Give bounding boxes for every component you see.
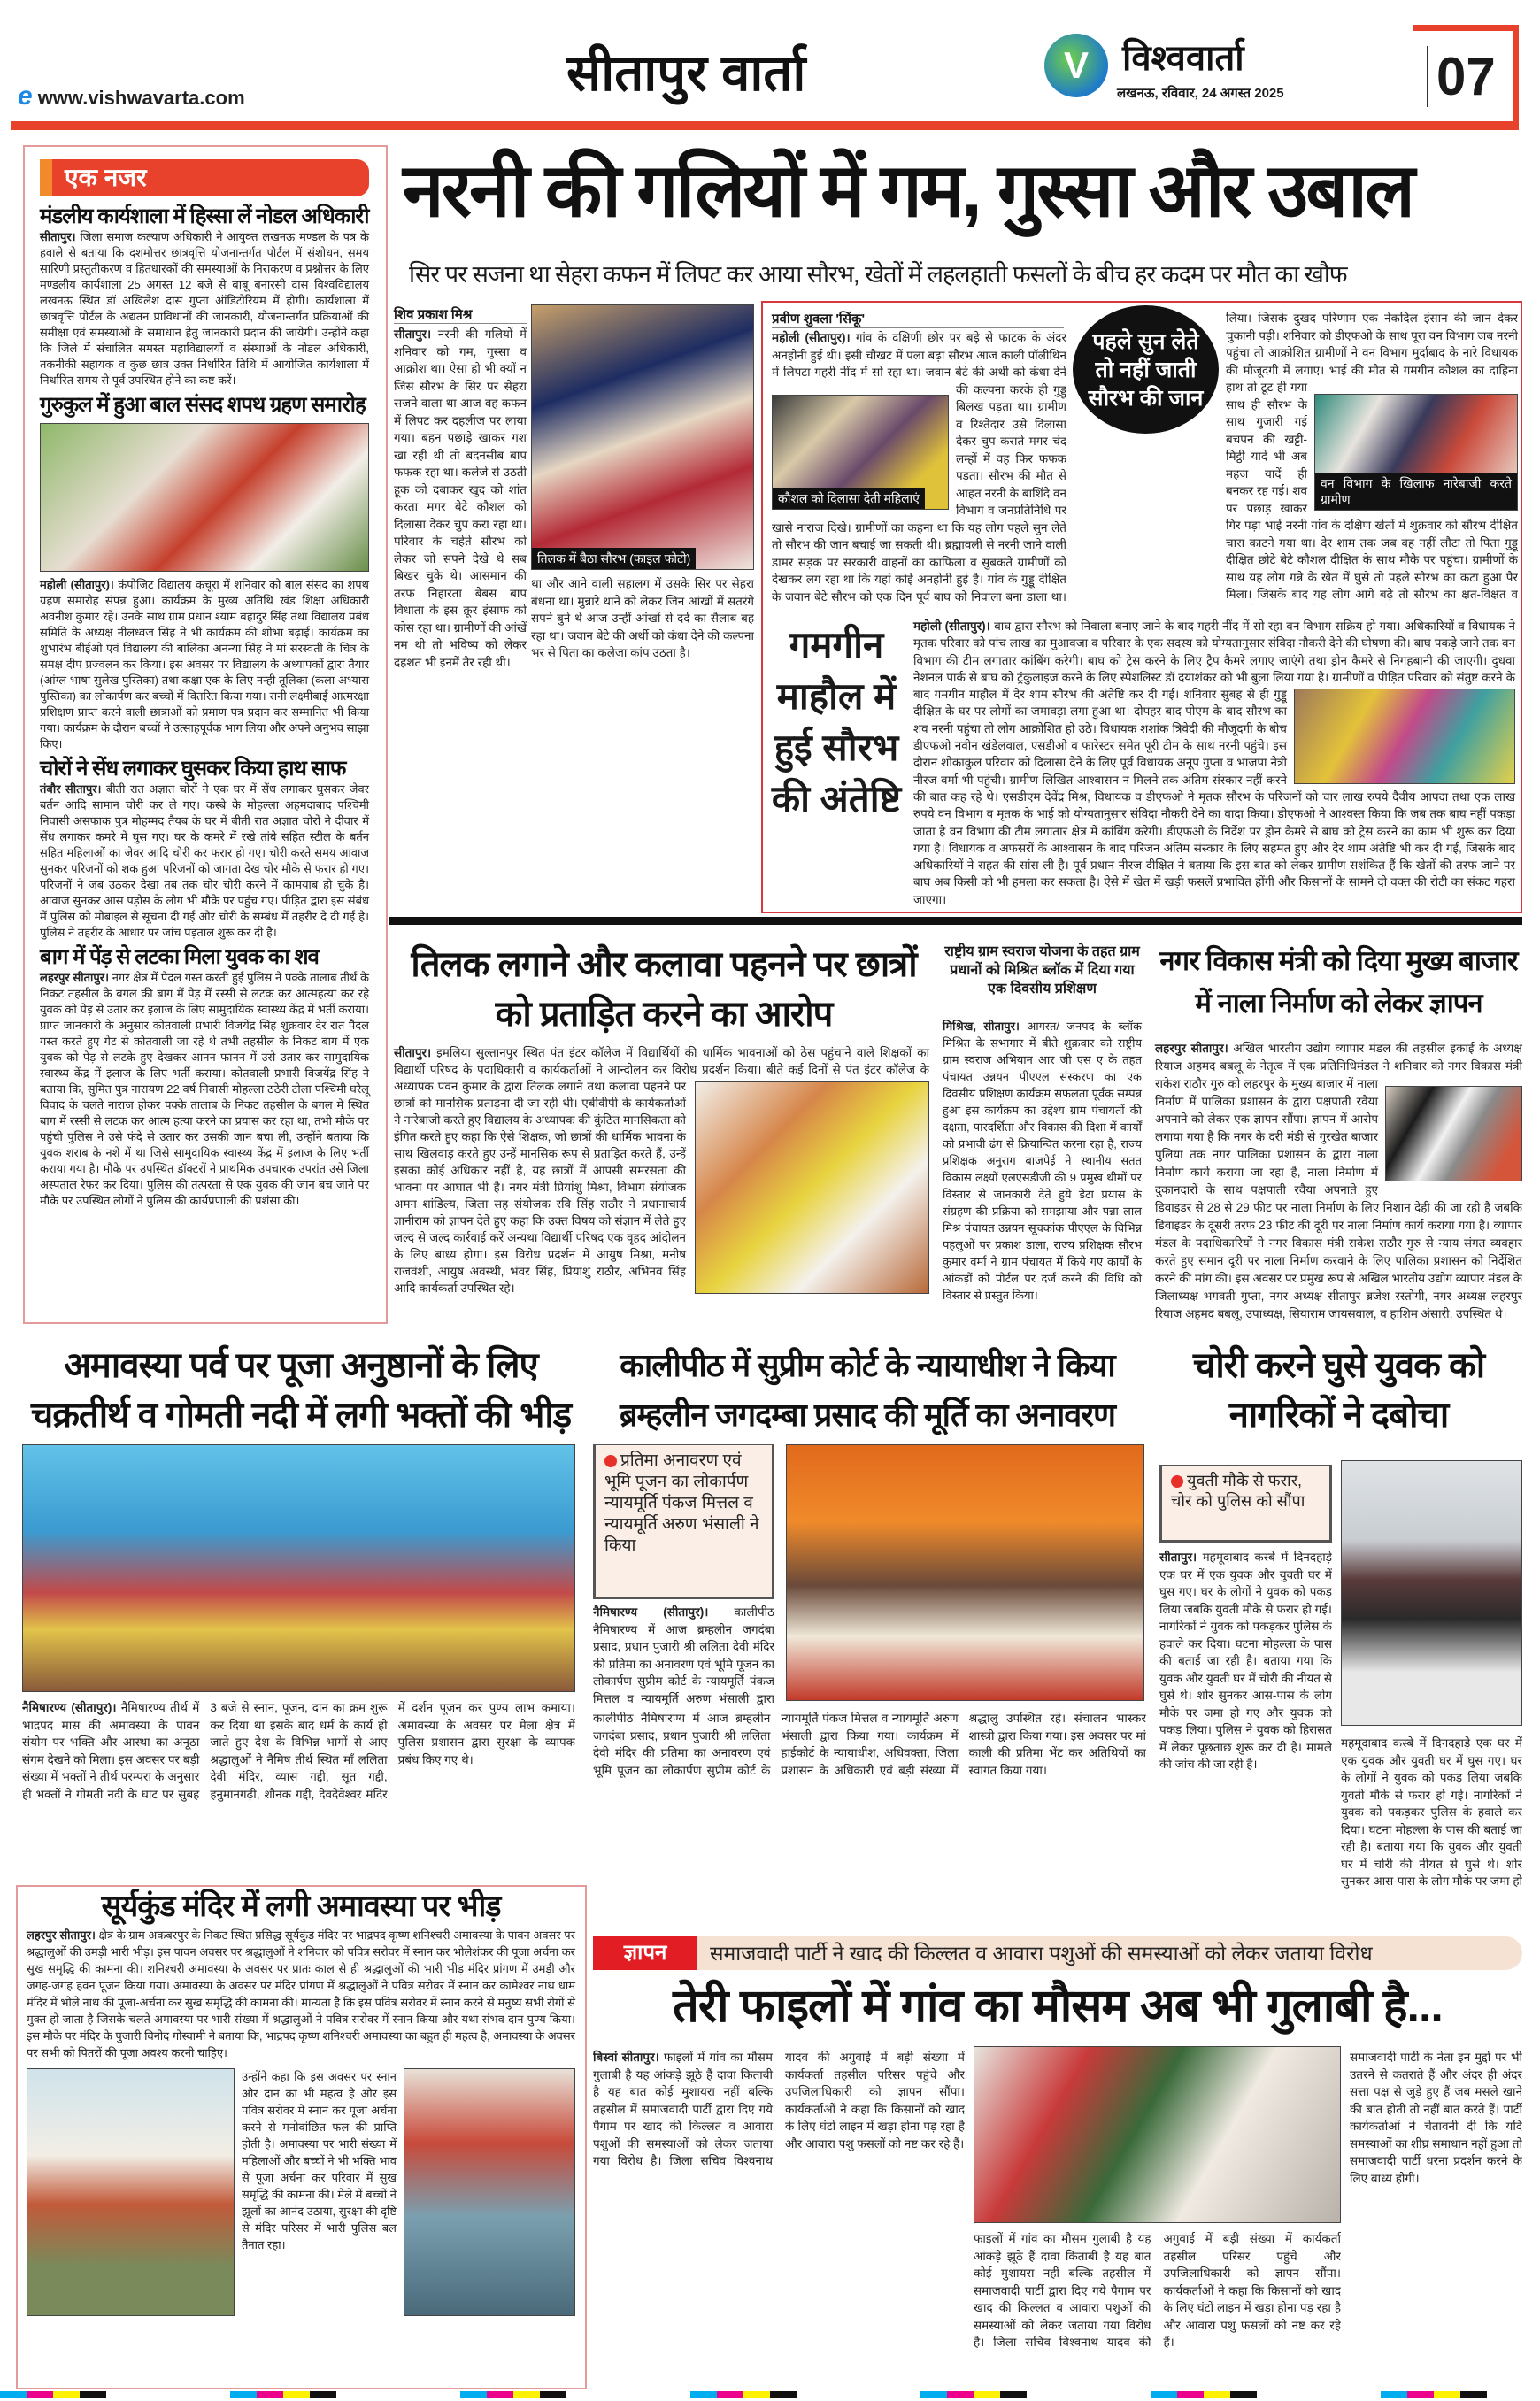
- kalipith-headline: कालीपीठ में सुप्रीम कोर्ट के न्यायाधीश ने किया ब्रम्हलीन जगदम्बा प्रसाद की मूर्ति का अनावरण: [619, 1347, 1116, 1433]
- villagers-protest-photo: [1314, 394, 1518, 511]
- story-body: लहरपुर सीतापुर। नगर क्षेत्र में पैदल गस्त करती हुई पुलिस ने पक्के तालाब तीर्थ के निकट तहसील के बगल की बाग में पेड़ में रस्सी से लटक कर आत्महत्या कर रहे युवक को पेड़ से उतार कर इलाज के लिए सामुदायिक स्वास्थ्य केंद्र में भर्ती कराया। प्राप्त जानकारी के अनुसार कोतवाली प्रभारी विजयेंद्र सिंह शुक्रवार देर रात पैदल गस्त करते हुए गेट से कोतवाली जा रहे थे तभी तहसील के निकट बाग में एक युवक को पेड़ से लटके हुए देखकर आनन फानन में उसे उतार कर सामुदायिक स्वास्थ्य केंद्र में इलाज के लिए भर्ती कराया। कोतवाली प्रभारी विजयेंद्र सिंह ने बताया कि, सुमित पुत्र नारायण 22 वर्ष निवासी मोहल्ला ठठेरी टोला पश्चिमी घरेलू विवाद के चलते नाराज होकर पक्के तालाब के निकट तहसील के बगल मे स्थित बाग में रस्सी से लटक कर आत्म हत्या करने का प्रयास कर रहा था, तभी मौके पर पहुंची पुलिस ने उसे फंदे से उतार कर उसकी जान बचा ली, उन्होंने बताया कि युवक शराब के नशे में था जिसे सामुदायिक स्वास्थ्य केंद्र में इलाज के लिए भर्ती कराया गया है। मौके पर उपस्थित डॉक्टरों ने प्राथमिक उपचारक उपरांत उसे जिला अस्पताल रेफर कर दिया। पुलिस की तत्परता से एक युवक की जान बच जाने पर मौके पर उपस्थित लोगों ने पुलिस की कार्यप्रणाली की प्रशंसा की।: [40, 970, 369, 1207]
- side-body-continued: वन विभाग के खिलाफ नारेबाजी करते ग्रामीण लिया। जिसके दुखद परिणाम एक नेकदिल इंसान की जान देकर चुकानी पड़ी। शनिवार को डीएफओ के साथ पूरा वन विभाग जब नरनी पहुंचा तो आक्रोशित ग्रामीणों ने वन विभाग मुर्दाबाद के नारे विधायक की मौजूदगी में लगाए। भाई की मौत से गमगीन कौशल का दाहिना हाथ तो टूट ही गया साथ ही सौरभ के साथ गुजारी गई बचपन की खट्टी-मिट्ठी यादें भी अब महज यादें ही बनकर रह गईं। शव पर पछाड़ खाकर गिर पड़ा भाई नरनी गांव के दक्षिण खेतों में शुक्रवार को सौरभ दीक्षित चारा काटने गया था। देर शाम तक जब वह नहीं लौटा तो पिता गुड्डू दीक्षित छोटे बेटे कौशल दीक्षित के साथ मौके पर पहुंचा। ग्रामीणों के साथ यह लोग गन्ने के खेत में घुसे तो पहले सौरभ का कटा हुआ पैर मिला। जिसके बाद यह लोग आगे बढ़े तो सौरभ का क्षत-विक्षत व: [1226, 312, 1518, 601]
- amavasya-headline: अमावस्या पर्व पर पूजा अनुष्ठानों के लिए चक्रतीर्थ व गोमती नदी में लगी भक्तों की भीड़: [30, 1346, 572, 1435]
- story-headline: बाग में पेंड़ से लटका मिला युवक का शव: [40, 944, 319, 969]
- side-body: कौशल को दिलासा देती महिलाएं महोली (सीतापुर)। गांव के दक्षिणी छोर पर बड़े से फाटक के अंदर अनहोनी हुई थी। इसी चौखट में पला बढ़ा सौरभ आज काली पॉलीथिन में लिपटा गहरी नींद में सो रहा था। जवान बेटे की अर्थी को कंधा देने की कल्पना करके ही गुड्डू बिलख पड़ता था। ग्रामीण व रिश्तेदार उसे दिलासा देकर चुप कराते मगर चंद लम्हों में वह फिर फफक पड़ता। सौरभ की मौत से आहत नरनी के बाशिंदे वन विभाग व जनप्रतिनिधि पर खासे नाराज दिखे। ग्रामीणों का कहना था कि यह लोग पहले सुन लेते तो सौरभ की जान बचाई जा सकती थी। ब्रह्मावली से नरनी जाने वाली डामर सड़क पर सरकारी वाहनों का काफिला व सुबकते ग्रामीणों को देखकर लग रहा था कि यहां कोई अनहोनी हुई है। गांव के गुड्डू दीक्षित के जवान बेटे सौरभ को एक दिन पूर्व बाघ को निवाला बना डाला था।: [772, 331, 1066, 604]
- suryakund-photo-row: [27, 2068, 575, 2316]
- thief-body-continued: महमूदाबाद कस्बे में दिनदहाड़े एक घर में एक युवक और युवती घर में घुस गए। घर के लोगों ने युवक को पकड़ लिया जबकि युवती मौके से फरार हो गई। नागरिकों ने युवक को पकड़कर पुलिस के हवाले कर दिया। घटना मोहल्ला के पास की बताई जा रही है। बताया गया कि युवक और युवती घर में चोरी की नीयत से घुसे थे। शोर सुनकर आस-पास के लोग मौके पर जमा हो: [1341, 1736, 1522, 1888]
- kalipith-body: नैमिषारण्य (सीतापुर)। कालीपीठ नैमिषारण्य में आज ब्रम्हलीन जगदंबा प्रसाद, प्रधान पुजारी श्री ललिता देवी मंदिर की प्रतिमा का अनावरण एवं भूमि पूजन का लोकार्पण सुप्रीम कोर्ट के न्यायमूर्ति पंकज मित्तल व न्यायमूर्ति अरुण भंसाली द्वारा: [593, 1605, 774, 1705]
- section-divider: [389, 917, 1522, 925]
- photo-caption: वन विभाग के खिलाफ नारेबाजी करते ग्रामीण: [1315, 473, 1517, 510]
- protest-body: बिस्वां सीतापुर। फाइलों में गांव का मौसम गुलाबी है यह आंकड़े झूठे हैं दावा किताबी है यह बात कोई मुशायरा नहीं बल्कि तहसील में समाजवादी पार्टी द्वारा दिए गये पैगाम पर खाद की किल्लत व आवारा पशुओं की समस्याओं को लेकर जताया गया विरोध है। जिला सचिव विश्वनाथ यादव की अगुवाई में बड़ी संख्या में कार्यकर्ता तहसील परिसर पहुंचे और उपजिलाधिकारी को ज्ञापन सौंपा। कार्यकर्ताओं ने कहा कि किसानों को खाद के लिए घंटों लाइन में खड़ा होना पड़ रहा है और आवारा पशु फसलों को नष्ट कर रहे हैं।: [593, 2051, 965, 2167]
- pond-devotees-photo: [404, 2068, 575, 2316]
- statue-unveiling-photo: [786, 1444, 1144, 1701]
- print-registration-bar: [0, 2391, 1540, 2398]
- temple-photo: [27, 2068, 235, 2316]
- drain-body: लहरपुर सीतापुर। अखिल भारतीय उद्योग व्यापार मंडल की तहसील इकाई के अध्यक्ष रियाज अहमद बबलू के नेतृत्व में एक प्रतिनिधिमंडल ने शनिवार को नगर विकास मंत्री राकेश राठौर गुरु को लहरपुर के मुख्य बाजार में नाला निर्माण में पालिका प्रशासन के द्वारा पक्षपाती रवैया अपनाने को लेकर एक ज्ञापन सौंपा। ज्ञापन में आरोप लगाया गया है कि नगर के दरी मंडी से गुरखेत बाजार पुलिया तक नगर पालिका प्रशासन के द्वारा नाला निर्माण कार्य कराया जा रहा है, नाला निर्माण में दुकानदारों के साथ पक्षपाती रवैया अपनाते हुए डिवाइडर से 28 से 29 फीट पर नाला निर्माण के लिए निशान देही की जा रही है जबकि डिवाइडर के दूसरी तरफ 23 फीट की दूरी पर नाला निर्माण कार्य कराया गया है। व्यापार मंडल के पदाधिकारियों ने नगर विकास मंत्री राकेश राठौर गुरु से न्याय संगत व्यवहार करते हुए समान दूरी पर नाला निर्माण करवाने के लिए पालिका प्रशासन को निर्देशित करने की मांग की। इस अवसर पर प्रमुख रूप से अखिल भारतीय उद्योग व्यापार मंडल के जिलाध्यक्ष भगवती गुप्ता, नगर अध्यक्ष सीतापुर ब्रजेश रस्तोगी, नगर अध्यक्ष लहरपुर रियाज अहमद बबलू, उपाध्यक्ष, सियाराम जायसवाल, व हाशिम अंसारी, उपस्थित थे।: [1155, 1042, 1522, 1320]
- funeral-body: महोली (सीतापुर)। बाघ द्वारा सौरभ को निवाला बनाए जाने के बाद गहरी नींद में सो रहा वन विभाग सक्रिय हो गया। अधिकारियों व विधायक ने मृतक परिवार को पांच लाख का मुआवजा व परिवार के एक सदस्य को योग्यतानुसार संविदा नौकरी देने की घोषणा की। बाघ पकड़े जाने तक वन विभाग की टीम लगातार कांबिंग करेगी। बाघ को ट्रेस करने के लिए ट्रैप कैमरे लगाए जाएंगे तथा ड्रोन कैमरे से निगहबानी की जाएगी। दुधवा नेशनल पार्क से बाघ को ट्रंकुलाइज करने के लिए स्पेशलिस्ट डॉ दयाशंकर को भी बुला लिया गया है। ग्रामीणों व पीड़ित परिवार को संतुष्ट करने के बाद गमगीन माहौल में देर शाम सौरभ की अंतेष्टि कर दी गई। शनिवार सुबह से ही गुड्डू दीक्षित के घर पर लोगों का जमावड़ा लगा हुआ था। दोपहर बाद पीएम के बाद सौरभ का शव नरनी पहुंचा तो लोग आक्रोशित हो उठे। विधायक शशांक त्रिवेदी की मौजूदगी के बीच डीएफओ नवीन खंडेलवाल, एसडीओ व फारेस्टर समेत पूरी टीम के साथ नरनी पहुंचे। इस दौरान शोकाकुल परिवार को दिलासा देने के लिए पूर्व विधायक अनूप गुप्ता व भाजपा नेत्री नीरज वर्मा भी पहुंची। ग्रामीण लिखित आश्वासन न मिलने तक अंतिम संस्कार नहीं करने की बात कह रहे थे। एसडीएम देवेंद्र मिश्र, विधायक व डीएफओ ने मृतक सौरभ के परिजनों को चार लाख रुपये दैवीय आपदा तथा एक लाख रुपये वन विभाग व मृतक के भाई को योग्यतानुसार संविदा नौकरी देने का वादा किया। डीएफओ ने आश्वस्त किया कि जब तक बाघ नहीं पकड़ा जाता है वन विभाग की टीम लगातार क्षेत्र में कांबिंग करेगी। डीएफओ के निर्देश पर ड्रोन कैमरे से बाघ को ट्रेस करने का काम भी शुरू कर दिया गया है। विधायक व अफसरों के आश्वासन के बाद परिजन अंतिम संस्कार के लिए सहमत हुए और देर शाम अंतेष्टि भी कर दी गई, जिसके बाद अधिकारियों ने राहत की सांस ली है। पूर्व प्रधान नीरज दीक्षित ने बताया कि इस बात को लेकर ग्रामीण सशंकित हैं कि खेतों की तरफ जाने पर बाघ अब किसी को भी हमला कर सकता है। ऐसे में खेत में खड़ी फसलें प्रभावित होंगी और किसानों के सामने दो वक्त की रोटी का संकट गहरा जाएगा।: [913, 619, 1515, 906]
- thief-body: सीतापुर। महमूदाबाद कस्बे में दिनदहाड़े एक घर में एक युवक और युवती घर में घुस गए। घर के लोगों ने युवक को पकड़ लिया जबकि युवती मौके से फरार हो गई। नागरिकों ने युवक को पकड़कर पुलिस के हवाले कर दिया। घटना मोहल्ला के पास की बताई जा रही है। बताया गया कि युवक और युवती घर में चोरी की नीयत से घुसे थे। शोर सुनकर आस-पास के लोग मौके पर जमा हो गए और युवक को पकड़ लिया। पुलिस ने युवक को हिरासत में लेकर पूछताछ शुरू कर दी है। मामले की जांच की जा रही है।: [1159, 1551, 1332, 1771]
- lead-byline: शिव प्रकाश मिश्र: [394, 305, 527, 324]
- lead-subhead: सिर पर सजना था सेहरा कफन में लिपट कर आया सौरभ, खेतों में लहलहाती फसलों के बीच हर कदम पर मौत का खौफ: [409, 261, 1347, 288]
- lead-body: सीतापुर। नरनी की गलियों में शनिवार को गम, गुस्सा व आक्रोश था। ऐसा हो भी क्यों न जिस सौरभ के सिर पर सेहरा सजने वाला था आज वह कफन में लिपट कर दहलीज पर लाया गया। बहन पछाड़े खाकर गश खा रही थी तो बदनसीब बाप फफक रहा था। कलेजे से उठती हूक को दबाकर खुद को शांत करता मगर बेटे कौशल को दिलासा देकर चुप करा रहा था। परिवार के चहेते सौरभ को लेकर जो सपने देखे थे सब बिखर चुके थे। आसमान की तरफ निहारता बेबस बाप विधाता के इस क्रूर इंसाफ को कोस रहा था। ग्रामीणों की आंखें नम थी तो भविष्य को लेकर दहशत भी इनमें तैर रही थी।: [394, 327, 527, 669]
- sp-workers-photo: [974, 2046, 1341, 2223]
- story-body: महोली (सीतापुर)। कंपोजिट विद्यालय कचूरा में शनिवार को बाल संसद का शपथ ग्रहण समारोह संपन्न हुआ। कार्यक्रम के मुख्य अतिथि खंड शिक्षा अधिकारी अवनीश कुमार रहे। उनके साथ ग्राम प्रधान श्याम बहादुर सिंह तथा विद्यालय प्रबंध समिति के अध्यक्ष नीलध्वज सिंह ने भी कार्यक्रम की शोभा बढ़ाई। कार्यक्रम का शुभारंभ बीईओ एवं विद्यालय की बालिका अनन्या सिंह ने मां सरस्वती के चित्र के समक्ष दीप प्रज्वलन कर किया। इस अवसर पर विद्यालय के अध्यापकों द्वारा तैयार (आंग्ल भाषा सुलेख पुस्तिका) तथा कक्षा एक के लिए नन्ही तूलिका (कला अभ्यास पुस्तिका) का लोकार्पण कर बच्चों में वितरित किया गया। रानी लक्ष्मीबाई आत्मरक्षा प्रशिक्षण प्राप्त करने वाली छात्राओं को प्रमाण पत्र प्रदान कर सम्मानित भी किया गया। कार्यक्रम के दौरान बच्चों ने उत्साहपूर्वक भाग लिया और अपने अनुभव साझा किए।: [40, 577, 369, 750]
- mourners-photo: [1294, 689, 1515, 784]
- training-body: मिश्रिख, सीतापुर। आगस्त/ जनपद के ब्लॉक मिश्रित के सभागार में बीते शुक्रवार को राष्ट्रीय ग्राम स्वराज अभियान आर जी एस ए के तहत पंचायत उन्नयन पीएएल संस्करण का एक दिवसीय प्रशिक्षण कार्यक्रम सफलता पूर्वक सम्पन्न हुआ इस कार्यक्रम का उद्देश्य ग्राम पंचायतों की दक्षता, पारदर्शिता और विकास की दिशा में कार्यों को प्रभावी ढंग से क्रियान्वित करना रहा है, राज्य प्रशिक्षक अनुराग बाजपेई ने स्थानीय सतत विकास लक्ष्यों एलएसडीजी की 9 प्रमुख थीमों पर विस्तार से जानकारी देते हुये डेटा प्रयास के संग्रहण की प्रक्रिया को समझाया और पन्ना लाल मिश्र पंचायत उन्नयन सूचकांक पीएएल के विभिन्न पहलुओं पर प्रकाश डाला, राज्य प्रशिक्षक सौरभ कुमार वर्मा ने ग्राम पंचायत में किये गए कार्यों के आंकड़ों को पोर्टल पर दर्ज करने की विधि को विस्तार से प्रस्तुत किया।: [943, 1020, 1142, 1302]
- story-body: सीतापुर। जिला समाज कल्याण अधिकारी ने आयुक्त लखनऊ मण्डल के पत्र के हवाले से बताया कि दशमोत्तर छात्रवृत्ति योजनान्तर्गत पोर्टल में संशोधन, समय सारिणी प्रस्तुतीकरण व हितधारकों की समस्याओं के निराकरण व प्रश्नोत्तर के लिए मण्डलीय कार्यशाला 25 अगस्त 12 बजे से बाबू बनारसी दास विश्वविद्यालय लखनऊ स्थित डॉ अखिलेश दास गुप्ता ऑडिटोरियम में होगी। कार्यशाला में छात्रवृत्ति पोर्टल के अद्यतन प्राविधानों की जानकारी, योजनान्तर्गत प्रक्रियाओं की समीक्षा एवं समस्याओं के समाधान हेतु जानकारी प्रदान की जायेगी। उन्होंने कहा कि जिले में संचालित समस्त महाविद्यालयों व संस्थाओं के नोडल अधिकारी, तकनीकी सहायक व कुछ छात्र उक्त निर्धारित तिथि में आयोजित कार्यशाला में निर्धारित समय से पूर्व उपस्थित होने का कष्ट करें।: [40, 229, 369, 387]
- drain-headline: नगर विकास मंत्री को दिया मुख्य बाजार में नाला निर्माण को लेकर ज्ञापन: [1159, 945, 1518, 1019]
- section-title: सीतापुर वार्ता: [566, 44, 806, 102]
- protest-headline: तेरी फाइलों में गांव का मौसम अब भी गुलाबी है...: [673, 1981, 1443, 2032]
- tilak-file-photo: तिलक में बैठा सौरभ (फाइल फोटो): [531, 304, 754, 570]
- memorandum-photo: [1385, 1086, 1522, 1181]
- story-body: तंबौर सीतापुर। बीती रात अज्ञात चोरों ने एक घर में सेंध लगाकर घुसकर जेवर बर्तन आदि सामान चोरी कर ले गए। कस्बे के मोहल्ला अहमदाबाद पश्चिमी निवासी असफाक पुत्र मोहम्मद तैयब के घर में बीती रात अज्ञात चोरों ने दीवार में सेंध लगाकर कमरे में घुस गए। घर के कमरे में रखे तांबे सहित स्टील के बर्तन सहित महिलाओं का जेवर आदि चोरी कर फरार हो गए। चोरी करते समय आवाज सुनकर परिजनों को शक हुआ परिजनों को जागता देख चोर मौके से फरार हो गए। परिजनों ने जब उठकर देखा तब तक चोर चोरी करने में कामयाब हो चुके है। आवाज सुनकर आस पड़ोस के लोग भी मौके पर पहुंच गए। पीड़ित द्वारा इस संबंध में पुलिस को मोबाइल से सूचना दी गई और चोरी के सम्बंध में तहरीर दे दी गई है। पुलिस ने तहरीर के आधार पर जांच पड़ताल शुरू कर दी है।: [40, 781, 369, 939]
- side-byline: प्रवीण शुक्ला 'सिंकू': [772, 310, 1064, 328]
- pilgrims-crowd-photo: [22, 1444, 575, 1692]
- protest-body-continued: फाइलों में गांव का मौसम गुलाबी है यह आंकड़े झूठे हैं दावा किताबी है यह बात कोई मुशायरा नहीं बल्कि तहसील में समाजवादी पार्टी द्वारा दिए गये पैगाम पर खाद की किल्लत व आवारा पशुओं की समस्याओं को लेकर जताया गया विरोध है। जिला सचिव विश्वनाथ यादव की अगुवाई में बड़ी संख्या में कार्यकर्ता तहसील परिसर पहुंचे और उपजिलाधिकारी को ज्ञापन सौंपा। कार्यकर्ताओं ने कहा कि किसानों को खाद के लिए घंटों लाइन में खड़ा होना पड़ रहा है और आवारा पशु फसलों को नष्ट कर रहे हैं।: [974, 2232, 1341, 2349]
- kalipith-body-continued: कालीपीठ नैमिषारण्य में आज ब्रम्हलीन जगदंबा प्रसाद, प्रधान पुजारी श्री ललिता देवी मंदिर की प्रतिमा का अनावरण एवं भूमि पूजन का लोकार्पण सुप्रीम कोर्ट के न्यायमूर्ति पंकज मित्तल व न्यायमूर्ति अरुण भंसाली द्वारा किया गया। कार्यक्रम में हाईकोर्ट के न्यायाधीश, अधिवक्ता, जिला प्रशासन के अधिकारी एवं बड़ी संख्या में श्रद्धालु उपस्थित रहे। संचालन भास्कर शास्त्री द्वारा किया गया। इस अवसर पर मां काली की प्रतिमा भेंट कर अतिथियों का स्वागत किया गया।: [593, 1712, 1146, 1777]
- tilak-body: सीतापुर। इमलिया सुल्तानपुर स्थित पंत इंटर कॉलेज में विद्यार्थियों की धार्मिक भावनाओं को ठेस पहुंचाने वाले शिक्षकों का विद्यार्थी परिषद के पदाधिकारी व कार्यकर्ताओं ने आन्दोलन कर विरोध प्रदर्शन किया। बीते कई दिनों से पंत इंटर कॉलेज के अध्यापक पवन कुमार के द्वारा तिलक लगाने तथा कलावा पहनने पर छात्रों को मानसिक प्रताड़ना दी जा रही थी। एबीवीपी के कार्यकर्ताओं ने नारेबाजी करते हुए विद्यालय के अध्यापक की कुंठित मानसिकता को इंगित करते हुए कहा कि ऐसे शिक्षक, जो छात्रों की धार्मिक भावना के साथ खिलवाड़ करते हुए उन्हें मानसिक रूप से प्रताड़ित करते हैं, उन्हें इसका कोई अधिकार नहीं है, यह छात्रों में आपसी समरसता की भावना पर आघात भी है। नगर मंत्री प्रियांशु मिश्रा, विभाग संयोजक अमन शांडिल्य, जिला सह संयोजक रवि सिंह राठौर ने प्रधानाचार्य ज्ञानीराम को ज्ञापन देते हुए कहा कि उक्त विषय को संज्ञान में लेते हुए जल्द से जल्द कार्रवाई करें अन्यथा विद्यार्थी परिषद एक वृहद आंदोलन के लिए बाध्य होगा। इस विरोध प्रदर्शन में आयुष मिश्रा, मनीष राजवंशी, आयुष अवस्थी, भंवर सिंह, प्रियांशु राठौर, अभिनव सिंह आदि कार्यकर्ता उपस्थित रहे।: [394, 1046, 929, 1295]
- suryakund-headline: सूर्यकुंड मंदिर में लगी अमावस्या पर भीड़: [101, 1889, 501, 1923]
- story-headline: मंडलीय कार्यशाला में हिस्सा लें नोडल अधिकारी: [40, 204, 369, 228]
- kalipith-highlight: प्रतिमा अनावरण एवं भूमि पूजन का लोकार्पण न्यायमूर्ति पंकज मित्तल व न्यायमूर्ति अरुण भंसाली ने किया: [593, 1444, 774, 1599]
- sidebar-label: एक नजर: [40, 159, 369, 196]
- story-headline: चोरों ने सेंध लगाकर घुसकर किया हाथ साफ: [40, 756, 346, 781]
- thief-headline: चोरी करने घुसे युवक को नागरिकों ने दबोचा: [1192, 1346, 1485, 1435]
- captured-youth-photo: [1341, 1460, 1522, 1726]
- amavasya-body: नैमिषारण्य (सीतापुर)। नैमिषारण्य तीर्थ में भाद्रपद मास की अमावस्या के पावन संयोग पर भक्ति और आस्था का अनूठा संगम देखने को मिला। इस अवसर पर बड़ी संख्या में भक्तों ने तीर्थ परम्परा के अनुसार ही भक्तों ने गोमती नदी के घाट पर सुबह 3 बजे से स्नान, पूजन, दान का क्रम शुरू कर दिया था इसके बाद धर्म के कार्य हो जाते हुए देश के विभिन्न भागों से आए श्रद्धालुओं ने नैमिष तीर्थ स्थित माँ ललिता देवी मंदिर, व्यास गद्दी, सूत गद्दी, हनुमानगढ़ी, शौनक गद्दी, देवदेवेश्वर मंदिर में दर्शन पूजन कर पुण्य लाभ कमाया। अमावस्या के अवसर पर मेला क्षेत्र में पुलिस प्रशासन द्वारा सुरक्षा के व्यापक प्रबंध किए गए थे।: [22, 1701, 575, 1801]
- suryakund-body-continued: उन्होंने कहा कि इस अवसर पर स्नान और दान का भी महत्व है और इस पवित्र सरोवर में स्नान कर पूजा अर्चना करने से मनोवांछित फल की प्राप्ति होती है। अमावस्या पर भारी संख्या में महिलाओं और बच्चों ने भी भक्ति भाव से पूजा अर्चना कर परिवार में सुख समृद्धि की कामना की। मेले में बच्चों ने झूलों का आनंद उठाया, सुरक्षा की दृष्टि से मंदिर परिसर में भारी पुलिस बल तैनात रहा।: [242, 2070, 397, 2252]
- protest-tag: ज्ञापन: [593, 1936, 697, 1970]
- brand-name: विश्ववार्ता: [1122, 39, 1244, 78]
- browser-e-icon: e: [18, 81, 33, 111]
- suryakund-content: [27, 1889, 575, 2316]
- thief-highlight: युवती मौके से फरार, चोर को पुलिस को सौंपा: [1159, 1465, 1332, 1543]
- school-event-photo: [40, 423, 369, 572]
- lead-body-continued: था और आने वाली सहालग में उसके सिर पर सेहरा बंधना था। मुन्नारे थाने को लेकर जिन आंखों में सतरंगे सपने बुने थे आज उन्हीं आंखों से दर्द का सैलाब बह रहा था। जवान बेटे की अर्थी को कंधा देने की कल्पना भर से पिता का कलेजा कांप उठता है।: [531, 577, 754, 659]
- page-number: 07: [1427, 46, 1496, 107]
- brand-logo: V: [1044, 34, 1108, 97]
- bullet-icon: [1171, 1475, 1183, 1488]
- bullet-icon: [604, 1455, 617, 1467]
- dateline: लखनऊ, रविवार, 24 अगस्त 2025: [1117, 86, 1284, 101]
- lead-headline: नरनी की गलियों में गम, गुस्सा और उबाल: [403, 149, 1413, 232]
- tilak-headline: तिलक लगाने और कलावा पहनने पर छात्रों को प्रताड़ित करने का आरोप: [411, 945, 917, 1034]
- consoling-women-photo: [772, 395, 949, 510]
- sidebar-stories: [40, 205, 369, 1209]
- header-rule: [11, 121, 1519, 130]
- story-headline: गुरुकुल में हुआ बाल संसद शपथ ग्रहण समारोह: [40, 392, 366, 417]
- funeral-headline: गमगीन माहौल में हुई सौरभ की अंतेष्टि: [771, 624, 902, 820]
- training-headline: राष्ट्रीय ग्राम स्वराज योजना के तहत ग्राम प्रधानों को मिश्रित ब्लॉक में दिया गया एक दिवसीय प्रशिक्षण: [944, 944, 1140, 997]
- site-url[interactable]: e www.vishwavarta.com: [18, 81, 245, 111]
- photo-caption: कौशल को दिलासा देती महिलाएं: [773, 488, 925, 509]
- suryakund-body: लहरपुर सीतापुर। क्षेत्र के ग्राम अकबरपुर के निकट स्थित प्रसिद्ध सूर्यकुंड मंदिर पर भाद्रपद कृष्ण शनिश्चरी अमावस्या के पावन अवसर पर श्रद्धालुओं की उमड़ी भारी भीड़। इस पावन अवसर पर श्रद्धालुओं ने शनिवार को पवित्र सरोवर में स्नान कर भोलेशंकर की पूजा अर्चना कर सुख समृद्धि की कामना की। शनिश्चरी अमावस्या के अवसर पर प्रातः काल से ही श्रद्धालुओं की भारी भीड़ मंदिर प्रांगण में उमड़ी और जगह-जगह हवन पूजन किया गया। अमावस्या के अवसर पर मंदिर प्रांगण में श्रद्धालुओं ने पवित्र सरोवर में स्नान कर कामेश्वर नाथ धाम मंदिर में भोले नाथ की पूजा-अर्चना कर सुख समृद्धि की कामना की। मान्यता है कि इस पवित्र सरोवर में स्नान करने से मनुष्य सभी रोगों से मुक्त हो जाता है जिसके चलते अमावस्या पर भारी संख्या में श्रद्धालुओं ने पवित्र सरोवर में स्नान किया और यथा संभव दान पुण्य किया। इस मौके पर मंदिर के पुजारी विनोद गोस्वामी ने बताया कि, भाद्रपद कृष्ण शनिश्चरी अमावस्या का बहुत ही महत्व है, अमावस्या के अवसर पर सभी को पितरों की पूजा अवश्य करनी चाहिए।: [27, 1928, 575, 2060]
- pull-quote: पहले सुन लेते तो नहीं जाती सौरभ की जान: [1073, 305, 1219, 434]
- abvp-protest-photo: [695, 1081, 929, 1294]
- protest-body-end: समाजवादी पार्टी के नेता इन मुद्दों पर भी उतरने से कतराते हैं और अंदर ही अंदर सत्ता पक्ष से जुड़े हुए हैं जब मसले खाने की बात होती तो नहीं बात करते हैं। पार्टी कार्यकर्ताओं ने चेतावनी दी कि यदि समस्याओं का शीघ्र समाधान नहीं हुआ तो समाजवादी पार्टी धरना प्रदर्शन करने के लिए बाध्य होगी।: [1350, 2051, 1522, 2185]
- protest-banner: ज्ञापन समाजवादी पार्टी ने खाद की किल्लत व आवारा पशुओं की समस्याओं को लेकर जताया विरोध: [593, 1936, 1522, 1970]
